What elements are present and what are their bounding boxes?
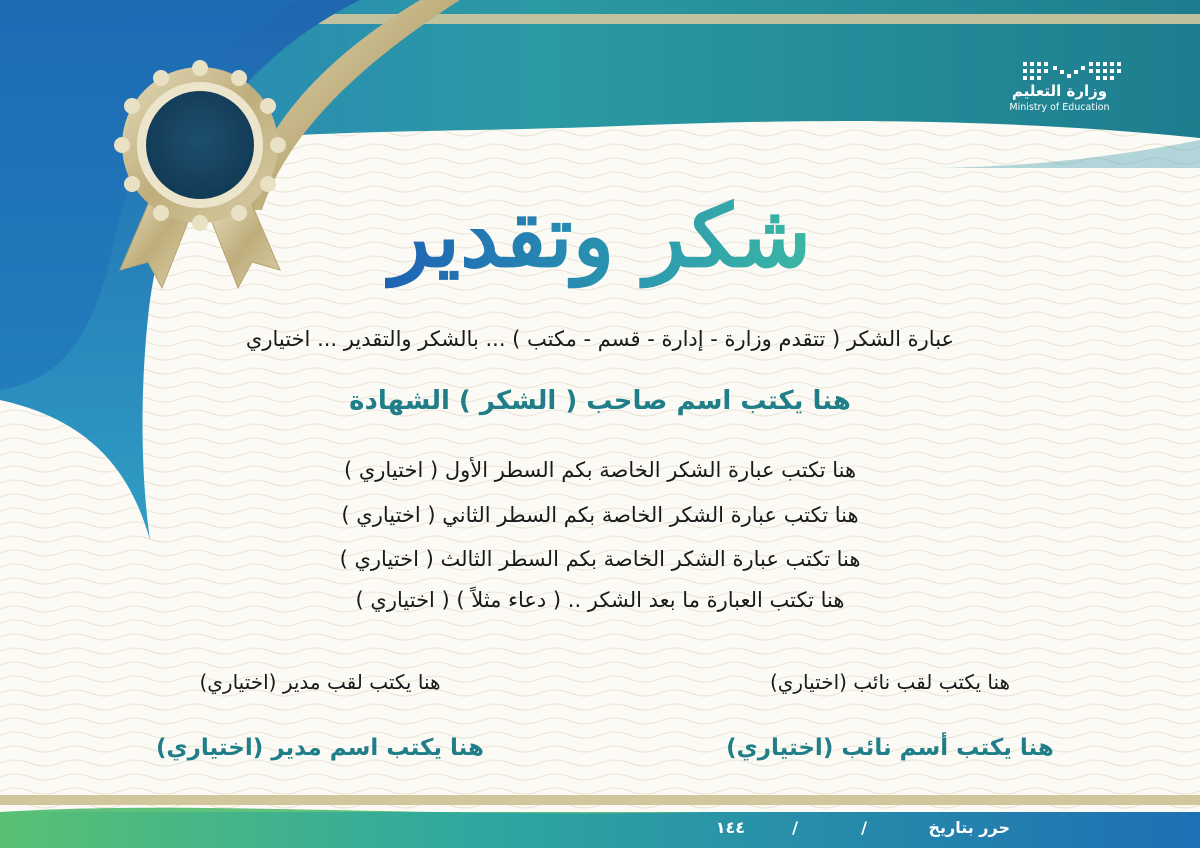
director-name: هنا يكتب اسم مدير (اختياري)	[156, 735, 484, 761]
title-calligraphy: شكر وتقدير	[388, 186, 812, 287]
certificate-title	[385, 178, 815, 298]
date-label: حرر بتاريخ	[928, 818, 1010, 837]
deputy-title: هنا يكتب لقب نائب (اختياري)	[769, 670, 1011, 694]
date-year-prefix: ١٤٤	[715, 818, 745, 837]
date-separator-2: /	[792, 818, 798, 837]
date-separator-1: /	[861, 818, 867, 837]
ministry-name-english: Ministry of Education	[1009, 102, 1110, 113]
intro-statement: عبارة الشكر ( تتقدم وزارة - إدارة - قسم - مكتب ) ... بالشكر والتقدير ... اختياري	[245, 327, 955, 351]
date-footer	[650, 818, 1010, 844]
body-line-4: هنا تكتب العبارة ما بعد الشكر .. ( دعاء مثلاً ) ( اختياري )	[355, 588, 845, 612]
body-line-1: هنا تكتب عبارة الشكر الخاصة بكم السطر الأول ( اختياري )	[343, 458, 857, 482]
ministry-logo	[997, 58, 1122, 113]
body-line-2: هنا تكتب عبارة الشكر الخاصة بكم السطر الثاني ( اختياري )	[341, 503, 859, 527]
body-line-3: هنا تكتب عبارة الشكر الخاصة بكم السطر الثالث ( اختياري )	[339, 547, 861, 571]
ministry-name-arabic: وزارة التعليم	[1011, 82, 1108, 100]
director-title: هنا يكتب لقب مدير (اختياري)	[199, 670, 441, 694]
deputy-name: هنا يكتب أسم نائب (اختياري)	[726, 735, 1054, 761]
recipient-name: هنا يكتب اسم صاحب ( الشكر ) الشهادة	[349, 386, 851, 416]
